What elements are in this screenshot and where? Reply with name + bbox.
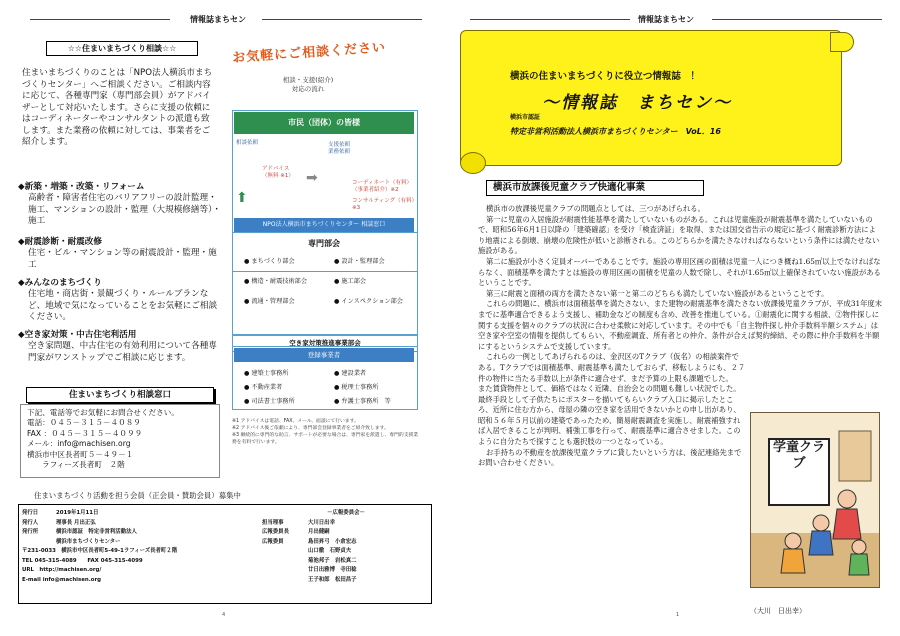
npo-bar: NPO法人横浜市まちづくりセンター 相談窓口: [234, 218, 414, 232]
consult-title: ☆☆住まいまちづくり相談☆☆: [46, 41, 198, 56]
consult-window-box: [20, 404, 220, 478]
masthead-title: ～情報誌 まちセン～: [542, 93, 732, 113]
flow-notes: [232, 418, 422, 446]
colophon-tel: TEL 045-315-4089 FAX 045-315-4099: [22, 557, 143, 564]
page-header: 情報誌まちセン: [638, 15, 694, 24]
article-title: 横浜市放課後児童クラブ快適化事業: [486, 180, 704, 196]
reg-item: ● 建築士事務所: [244, 370, 289, 377]
page-number: 1: [676, 612, 680, 618]
dept-item: ● 設計・監理部会: [334, 258, 385, 265]
header-rule-left: [30, 19, 170, 20]
colophon-committee: －広報委員会－ 担当理事 大川日出幸 広報委員長 月出健嗣 広報委員 島田昇弓 小倉宏志 山口徹 石野貞夫 菊池邦子 岩松真二 廿日出雅博 寺田稔 王子和郎 松田昌子: [262, 510, 365, 583]
service-heading: ◆新築・増築・改築・リフォーム: [18, 182, 145, 192]
note: ※1 アドバイスは電話、FAX、メール、面談にて行います。: [232, 419, 359, 424]
service-heading: ◆空き家対策・中古住宅利活用: [18, 330, 137, 340]
service-item: [18, 278, 224, 323]
note: ※2 アドバイス後ご依頼により、専門部会登録事業者をご紹介致します。: [232, 426, 389, 431]
masthead-endorse: 横浜市認証: [510, 114, 541, 121]
article-paragraph: お手持ちの不動産を放課後児童クラブに貸したいという方は、後記連絡先までお問い合わせください。: [478, 447, 742, 468]
members-recruit: 住まいまちづくり活動を担う会員（正会員・賛助会員）募集中: [34, 491, 241, 500]
service-item: [18, 182, 224, 227]
dept-item: ● まちづくり部会: [244, 258, 295, 265]
window-line: 下記、電話等でお気軽にお問合せください。: [27, 408, 179, 417]
registered-bar: 登録事業者: [234, 348, 414, 362]
reg-item: ● 建設業者: [334, 370, 367, 377]
address-line: 横浜市中区長者町５－４９－１: [27, 449, 134, 459]
masthead-publisher: 特定非営利活動法人横浜市まちづくりセンター VoL．16: [510, 127, 721, 136]
coordinator-label: コーディネート（有料） （事業者紹介）※2: [352, 180, 413, 193]
reg-item: ● 税理士事務所: [334, 384, 379, 391]
citizen-bar: 市民（団体）の皆様: [234, 112, 414, 134]
header-rule-right: [262, 19, 422, 20]
right-page: [450, 0, 900, 636]
service-body: 高齢者・障害者住宅のバリアフリーの設計監理・施工、マンションの設計・監理（大規模修繕等）・施工: [28, 193, 221, 226]
dept-title: 専門部会: [308, 239, 340, 248]
fax-number: FAX ：０４５－３１５－４０９９: [27, 428, 143, 438]
colophon-url[interactable]: URL http://machisen.org/: [22, 567, 102, 573]
reg-item: ● 司法書士事務所: [244, 398, 295, 405]
reg-item: ● 不動産業者: [244, 384, 283, 391]
article-paragraph: 第一に児童の入居施設が耐震性能基準を満たしていないものがある。これは児童施設が耐震基準を満たしていないもので、昭和56年6月1日以降の「建築確認」を受け「検査済証」を取得、または国交省告示の規定に基づく耐震診断方法により地震による倒壊、崩壊の危険性が低いと診断される。このどちらかを満たさなければならないという条件には満たせない施設がある。: [478, 214, 880, 256]
service-item: [18, 330, 224, 364]
article-paragraph: これらの問題に、横浜市は面積基準を満たさない、また建物の耐震基準を満たさない放課後児童クラブが、平成31年度末までに基準適合できるよう支援し、補助金などの制度も含め、改善を推進している。①耐震化に関する相談、②物件探しに関する支援を個々のクラブの状況に合わせ柔軟に対応しています。その中でも「自主物件探し仲介手数料半額システム」は空き家や空室の情報を提供してもらい、不動産調査、所有者との仲介、条件が合えば契約締結、その際に仲介手数料を半額にするというシステムで支援しています。: [478, 299, 883, 351]
article-paragraph: 第二に施設が小さく定員オーバーであることです。施設の専用区画の面積は児童一人につき概ね1.65㎡以上でなければならなく、面積基準を満たすとは施設の専用区画の面積を児童の人数で除し、それが1.65㎡以上確保されていない施設があるということです。: [478, 256, 881, 288]
dept-item: ● 構造・耐震技術部会: [244, 278, 308, 285]
article-paragraph: また賃貸物件として、価格ではなく近隣、自治会との問題も難しい状況でした。最終手段として子供たちにポスターを描いてもらいクラブ入口に掲示したところ、近所に住む方から、母屋の隣の空き家を活用できないかとの申し出があり、昭和５６年５月以前の建築であったため、簡易耐震調査を実施し、耐震補強すれば入居できることが判明、補強工事を行って、耐震基準に適合させました。このように自分たちで探すことも選択肢の一つとなっている。: [478, 384, 741, 447]
header-rule-right: [712, 19, 882, 20]
header-rule-left: [470, 19, 630, 20]
article-paragraph: 第三に耐震と面積の両方を満たさない第一と第二のどちらも満たしていない施設があるということです。: [486, 288, 829, 298]
arrow-right-icon: ➡: [306, 170, 318, 186]
service-body: 住宅地・商店街・景観づくり・ルールブランなど、地域で気になっていることをお気軽にご相談ください。: [28, 289, 218, 322]
service-body: 住宅・ビル・マンション等の耐震設計・監理・施工: [28, 248, 217, 270]
banner-scroll-curl: [460, 152, 486, 174]
service-heading: ◆みんなのまちづくり: [18, 278, 102, 288]
note: ※3 継続的に専門的な助言、サポートが必要な場合は、専門家を派遣し、専門的支援業務を有料で行います。: [232, 433, 419, 445]
consult-window-title: 住まいまちづくり相談窓口: [26, 387, 214, 403]
article-author: （大川 日出幸）: [750, 607, 806, 615]
page-header: 情報誌まちセン: [190, 15, 246, 24]
service-heading: ◆耐震診断・耐震改修: [18, 237, 102, 247]
dept-item: ● 流通・管理部会: [244, 298, 295, 305]
article-paragraph: これらの一例としてあげられるのは、金沢区のTクラブ（仮名）の相談案件である。Tクラブでは面積基準、耐震基準も満たしておらず、移転しようにも、２７件の物件に当たる手数以上が条件に適合せず、まだ予算の上限も課題でした。: [478, 352, 746, 383]
colophon-email[interactable]: E-mail info@machisen.org: [22, 576, 101, 583]
dept-item: ● 施工部会: [334, 278, 367, 285]
flow-label: 相談・支援(紹介) 対応の流れ: [282, 76, 334, 93]
support-request-label: 支援依頼 業務依頼: [328, 142, 351, 155]
vacant-house-dept: 空き家対策推進事業部会: [232, 334, 418, 352]
consult-request-label: 相談依頼: [236, 140, 259, 146]
page-number: 4: [222, 612, 226, 618]
colophon-address: 〒231-0033 横浜市中区長者町5-49-1ラフィーズ長者町２階: [22, 548, 178, 554]
consult-cta: お気軽にご相談ください: [231, 40, 387, 66]
gakudo-club-sign: 学童クラブ: [768, 438, 830, 506]
intro-text: 住まいまちづくりのことは「NPO法人横浜市まちづくりセンター」へご相談ください。ご相談内容に応じて、各種専門家（専門部会員）がアドバイザーとして対応いたします。さらに支援の依頼にはコーディネーターやコンサルタントの派遣も致します。また業務の依頼に対しては、事業者をご紹介します。: [22, 68, 213, 147]
dept-item: ● インスペクション部会: [334, 298, 403, 305]
address-line: ラフィーズ長者町 ２階: [27, 460, 125, 470]
reg-item: ● 弁護士事務所 等: [334, 398, 391, 405]
phone-number: 電話：０４５－３１５－４０８９: [27, 418, 141, 428]
advice-label: アドバイス （無料 ※1）: [262, 166, 294, 179]
colophon-left: 発行日 2019年1月11日 発行人 理事長 月出正弘 発行所 横浜市認証 特定非営利活動法人 横浜市まちづくりセンター 〒231-0033 横浜市中区長者町5-49-1ラフィーズ長者町２階 TEL 045-315-4089 FAX 045-315-4099 URL http://machisen.org/ E-mail info@machisen.org: [22, 509, 252, 585]
arrow-up-icon: ⬆: [236, 190, 248, 206]
article-paragraph: 横浜市の放課後児童クラブの問題点としては、三つがあげられる。: [486, 204, 705, 213]
consulting-label: コンサルティング（有料）※3: [352, 198, 415, 211]
service-body: 空き家問題、中古住宅の有効利用について各種専門家がワンストップでご相談に応じます。: [28, 341, 217, 363]
service-item: [18, 237, 224, 271]
masthead-subtitle: 横浜の住まいまちづくりに役立つ情報誌 ！: [510, 71, 700, 82]
email-link[interactable]: メール：info@machisen.org: [27, 439, 131, 449]
banner-scroll-tail: [830, 32, 854, 52]
